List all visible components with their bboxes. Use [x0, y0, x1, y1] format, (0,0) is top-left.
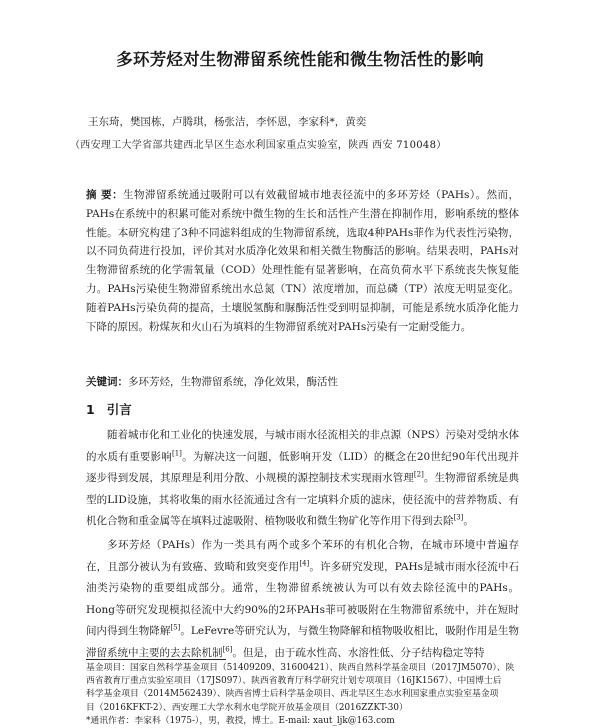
footnote-line: 西省教育厅重点实验室项目（17JS097）、陕西省教育厅科学研究计划专项项目（16JK1567）、中国博士后 — [86, 676, 502, 687]
keywords — [86, 374, 519, 389]
footnote-divider — [86, 659, 226, 660]
citation-ref: [3] — [453, 513, 464, 522]
intro-paragraph-1 — [86, 425, 519, 533]
paper-title: 多环芳烃对生物滞留系统性能和微生物活性的影响 — [116, 50, 484, 69]
citation-ref: [6] — [222, 645, 233, 653]
abstract-label: 摘 要： — [86, 189, 124, 201]
para2-text-c: 。LeFevre等研究认为，与微生物降解和植物吸收相比，吸附作用是生物滞留系统中主要的去去除机制 — [86, 625, 519, 659]
para2-text-d: 。但是，由于疏水性高、水溶性低、分子结构稳定等特 — [232, 646, 485, 659]
author-list: 王东琦，樊国栋，卢腾琪，杨张洁，李怀恩，李家科*，黄奕 — [88, 116, 367, 128]
para1-text-a: 随着城市化和工业化的快速发展，与城市雨水径流相关的非点源（NPS）污染对受纳水体的水质有重要影响 — [86, 429, 519, 463]
footnote-line: 目（2016KFKT-2）、西安理工大学水利水电学院开放基金项目（2016ZZKT-30） — [86, 702, 408, 713]
citation-ref: [5] — [170, 623, 181, 632]
keywords-text: 多环芳烃，生物滞留系统，净化效果，酶活性 — [128, 376, 338, 388]
affiliation: （西安理工大学省部共建西北旱区生态水利国家重点实验室，陕西 西安 710048） — [70, 140, 447, 151]
footnote-line: 基金项目：国家自然科学基金项目（51409209、31600421）、陕西自然科学基金项目（2017JM5070）、陕 — [86, 663, 515, 673]
abstract — [86, 186, 519, 336]
citation-ref: [1] — [171, 449, 182, 457]
section-title: 引言 — [106, 402, 132, 417]
footnote — [86, 662, 519, 728]
keywords-label: 关键词： — [86, 376, 128, 388]
citation-ref: [4] — [299, 559, 310, 567]
citation-ref: [2] — [413, 470, 424, 479]
para1-text-c: 。生物滞留系统是典型的LID设施，其将收集的雨水径流通过含有一定填料介质的滤床，使径流中的营养物质、有机化合物和重金属等在填料过滤吸附、植物吸收和微生物矿化等作用下得到去除 — [86, 472, 520, 527]
section-number: 1 — [86, 402, 95, 417]
intro-paragraph-2 — [86, 535, 519, 664]
para1-text-b: 。为解决这一问题，低影响开发（LID）的概念在20世纪90年代出现并逐步得到发展，其原理是利用分散、小规模的源控制技术实现雨水管理 — [86, 450, 520, 484]
footnote-line: 科学基金项目（2014M562439）、陕西省博士后科学基金项目、西北旱区生态水利国家重点实验室基金项 — [86, 689, 499, 700]
para2-text-a: 多环芳烃（PAHs）作为一类具有两个或多个苯环的有机化合物，在城市环境中普遍存在，且部分被认为有致癌、致畸和致突变作用 — [86, 539, 519, 573]
corresponding-author: *通讯作者：李家科（1975-），男，教授，博士。E-mail: xaut_ljk@163.com — [86, 715, 395, 726]
abstract-text: 生物滞留系统通过吸附可以有效截留城市地表径流中的多环芳烃（PAHs）。然而，PAHs在系统中的积累可能对系统中微生物的生长和活性产生潜在抑制作用，影响系统的整体性能。本研究构建了3种不同滤料组成的生物滞留系统，选取4种PAHs菲作为代表性污染物，以不同负荷进行投加，评价其对水质净化效果和相关微生物酶活的影响。结果表明，PAHs对生物滞留系统的化学需氧量（COD）处理性能有显著影响，在高负荷水平下系统丧失恢复能力。PAHs污染使生物滞留系统出水总氮（TN）浓度增加，而总磷（TP）浓度无明显变化。随着PAHs污染负荷的提高，土壤脱氢酶和脲酶活性受到明显抑制，可能是系统水质净化能力下降的原因。粉煤灰和火山石为填料的生物滞留系统对PAHs污染有一定耐受能力。 — [86, 189, 520, 333]
para1-text-d: 。 — [463, 515, 474, 527]
para2-text-b: 。许多研究发现，PAHs是城市雨水径流中石油类污染物的重要组成部分。通常，生物滞留系统被认为可以有效去除径流中的PAHs。Hong等研究发现模拟径流中大约90%的2环PAHs菲可被吸附在生物滞留系统中，并在短时间内得到生物降解 — [86, 560, 519, 637]
section-heading — [86, 400, 132, 418]
